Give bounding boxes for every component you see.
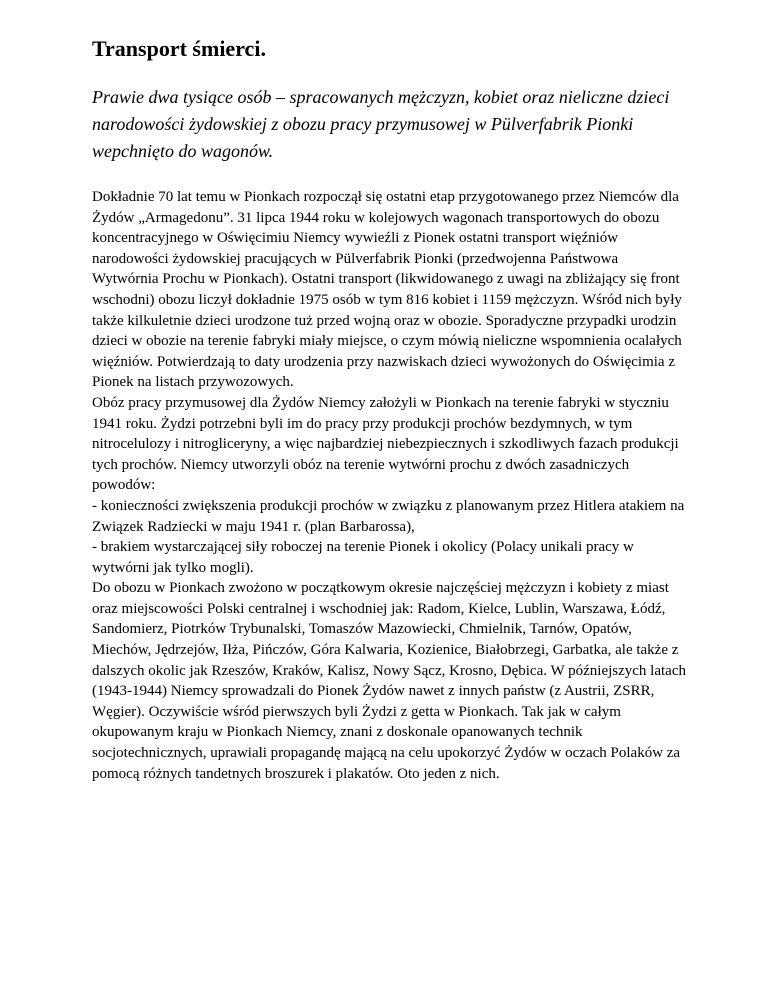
document-title: Transport śmierci. [92, 36, 266, 61]
body-paragraph: Dokładnie 70 lat temu w Pionkach rozpoczął się ostatni etap przygotowanego przez Niemców dla Żydów „Armagedonu”. 31 lipca 1944 roku w kolejowych wagonach transportowych do obozu koncentracyjnego w Oświęcimiu Niemcy wywieźli z Pionek ostatni transport więźniów narodowości żydowskiej pracujących w Pülverfabrik Pionki (przedwojenna Państwowa Wytwórnia Prochu w Pionkach). Ostatni transport (likwidowanego z uwagi na zbliżający się front wschodni) obozu liczył dokładnie 1975 osób w tym 816 kobiet i 1159 mężczyzn. Wśród nich były także kilkuletnie dzieci urodzone tuż przed wojną oraz w obozie. Sporadyczne przypadki urodzin dzieci w obozie na terenie fabryki miały miejsce, o czym mówią nieliczne wspomnienia ocalałych więźniów. Potwierdzają to daty urodzenia przy nazwiskach dzieci wywożonych do Oświęcimia z Pionek na listach przywozowych. [92, 189, 682, 391]
body-paragraph: Obóz pracy przymusowej dla Żydów Niemcy założyli w Pionkach na terenie fabryki w styczniu 1941 roku. Żydzi potrzebni byli im do pracy przy produkcji prochów bezdymnych, w tym nitrocelulozy i nitrogliceryny, a więc najbardziej niebezpiecznych i szkodliwych fazach produkcji tych prochów. Niemcy utworzyli obóz na terenie wytwórni prochu z dwóch zasadniczych powodów: [92, 394, 679, 494]
list-item: - konieczności zwiększenia produkcji prochów w związku z planowanym przez Hitlera atakiem na Związek Radziecki w maju 1941 r. (plan Barbarossa), [92, 497, 685, 535]
lead-paragraph: Prawie dwa tysiące osób – spracowanych mężczyzn, kobiet oraz nieliczne dzieci narodowości żydowskiej z obozu pracy przymusowej w Pülverfabrik Pionki wepchnięto do wagonów. [92, 87, 670, 161]
body-text [92, 187, 688, 784]
body-paragraph: Do obozu w Pionkach zwożono w początkowym okresie najczęściej mężczyzn i kobiety z miast oraz miejscowości Polski centralnej i wschodniej jak: Radom, Kielce, Lublin, Warszawa, Łódź, Sandomierz, Piotrków Trybunalski, Tomaszów Mazowiecki, Chmielnik, Tarnów, Opatów, Miechów, Jędrzejów, Iłża, Pińczów, Góra Kalwaria, Kozienice, Białobrzegi, Garbatka, ale także z dalszych okolic jak Rzeszów, Kraków, Kalisz, Nowy Sącz, Krosno, Dębica. W późniejszych latach (1943-1944) Niemcy sprowadzali do Pionek Żydów nawet z innych państw (z Austrii, ZSRR, Węgier). Oczywiście wśród pierwszych byli Żydzi z getta w Pionkach. Tak jak w całym okupowanym kraju w Pionkach Niemcy, znani z doskonale opanowanych technik socjotechnicznych, uprawiali propagandę mającą na celu upokorzyć Żydów w oczach Polaków za pomocą różnych tandetnych broszurek i plakatów. Oto jeden z nich. [92, 580, 686, 782]
list-item: - brakiem wystarczającej siły roboczej na terenie Pionek i okolicy (Polacy unikali pracy w wytwórni jak tylko mogli). [92, 539, 634, 576]
